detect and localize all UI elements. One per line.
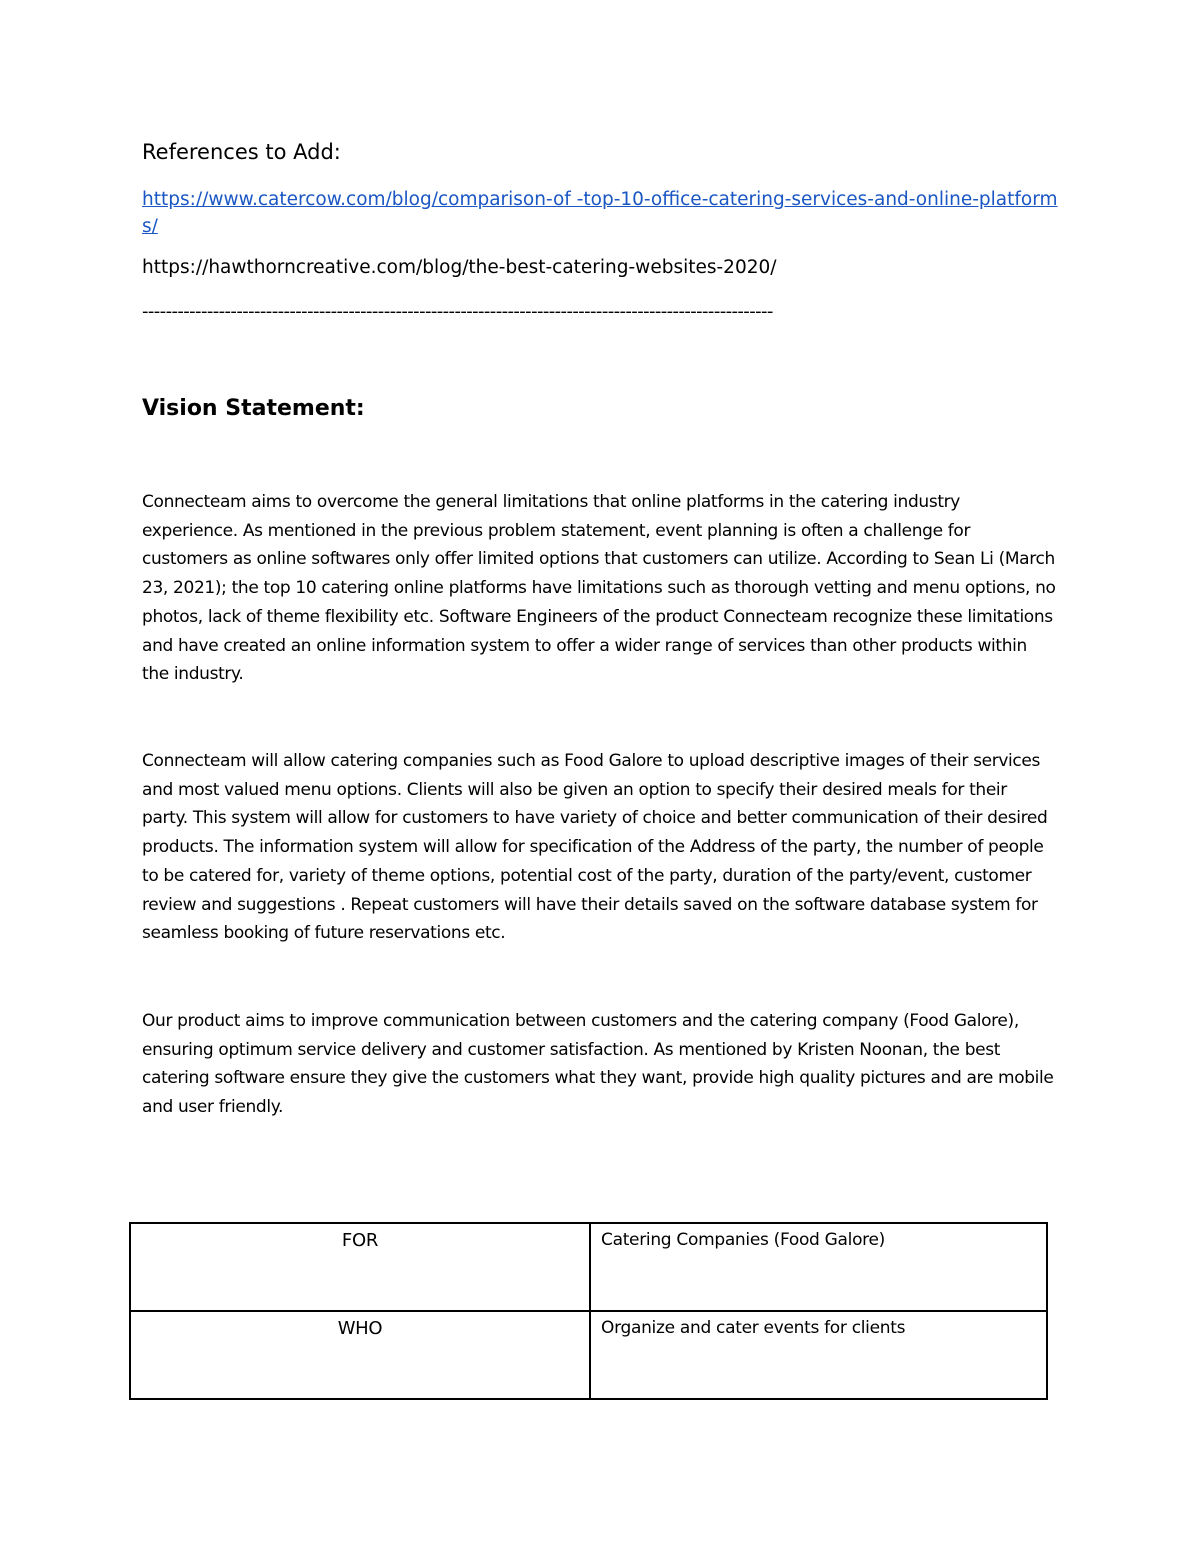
table-row: [130, 1311, 1047, 1399]
table-key-cell: FOR: [130, 1223, 590, 1311]
table-value-cell: Organize and cater events for clients: [590, 1311, 1047, 1399]
vision-paragraph-2: Connecteam will allow catering companies such as Food Galore to upload descriptive images of their services and most valued menu options. Clients will also be given an option to specify their desired meals for their party. This system will allow for customers to have variety of choice and better communication of their desired products. The information system will allow for specification of the Address of the party, the number of people to be catered for, variety of theme options, potential cost of the party, duration of the party/event, customer review and suggestions . Repeat customers will have their details saved on the software database system for seamless booking of future reservations etc.: [142, 751, 1048, 944]
reference-link-catercow[interactable]: https://www.catercow.com/blog/comparison-of -top-10-office-catering-services-and-online-platforms/: [142, 189, 1058, 237]
vision-statement-heading: Vision Statement:: [142, 396, 365, 421]
vision-table: [129, 1222, 1048, 1400]
reference-url-hawthorn: https://hawthorncreative.com/blog/the-best-catering-websites-2020/: [142, 257, 777, 278]
table-key-cell: WHO: [130, 1311, 590, 1399]
table-value-cell: Catering Companies (Food Galore): [590, 1223, 1047, 1311]
references-heading: References to Add:: [142, 140, 341, 164]
vision-paragraph-3: Our product aims to improve communication between customers and the catering company (Food Galore), ensuring optimum service delivery and customer satisfaction. As mentioned by Kristen Noonan, the best catering software ensure they give the customers what they want, provide high quality pictures and are mobile and user friendly.: [142, 1011, 1054, 1118]
section-divider: -----------------------------------------------------------------------------------------------------------: [142, 301, 773, 322]
table-row: [130, 1223, 1047, 1311]
vision-paragraph-1: Connecteam aims to overcome the general limitations that online platforms in the catering industry experience. As mentioned in the previous problem statement, event planning is often a challenge for customers as online softwares only offer limited options that customers can utilize. According to Sean Li (March 23, 2021); the top 10 catering online platforms have limitations such as thorough vetting and menu options, no photos, lack of theme flexibility etc. Software Engineers of the product Connecteam recognize these limitations and have created an online information system to offer a wider range of services than other products within the industry.: [142, 492, 1056, 685]
